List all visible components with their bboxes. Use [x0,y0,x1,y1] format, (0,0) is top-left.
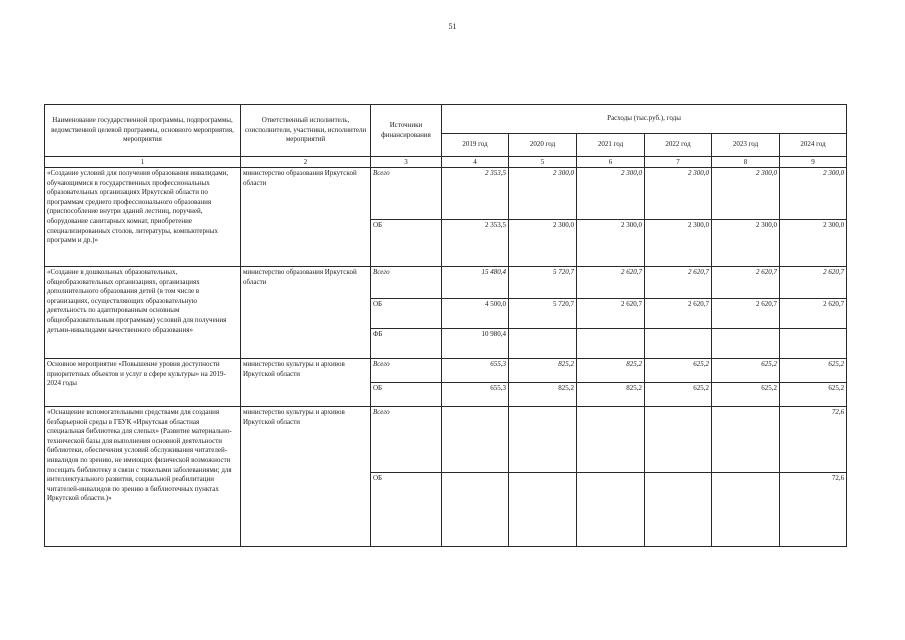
column-number: 7 [645,157,712,168]
table-row [45,359,847,383]
header-source: Источники финансирования [371,105,442,157]
expense-value: 825,2 [577,359,645,383]
header-year: 2021 год [577,134,645,157]
expense-value: 825,2 [577,383,645,407]
funding-source: Всего [371,359,442,383]
expense-value [645,407,712,473]
expense-value: 655,3 [442,359,509,383]
row-executor: министерство культуры и архивов Иркутской области [241,359,371,407]
column-number: 3 [371,157,442,168]
expense-value: 5 720,7 [509,299,577,329]
expense-value [509,473,577,547]
funding-source: ОБ [371,383,442,407]
header-year: 2023 год [712,134,780,157]
expense-value: 2 300,0 [645,220,712,267]
expense-value: 2 620,7 [712,299,780,329]
row-executor: министерство образования Иркутской области [241,168,371,267]
header-name: Наименование государственной программы, подпрограммы, ведомственной целевой программы, основного мероприятия, мероприятия [45,105,241,157]
expense-value: 625,2 [780,383,847,407]
expense-value: 825,2 [509,383,577,407]
funding-source: ОБ [371,473,442,547]
expense-value: 72,6 [780,407,847,473]
expense-value [442,407,509,473]
expense-value: 2 300,0 [780,168,847,220]
funding-source: ОБ [371,299,442,329]
expense-value: 2 300,0 [712,168,780,220]
expense-value: 5 720,7 [509,267,577,299]
expense-value: 2 620,7 [645,299,712,329]
expense-value: 2 300,0 [577,220,645,267]
column-number: 2 [241,157,371,168]
table-row [45,168,847,220]
expense-value: 2 353,5 [442,220,509,267]
header-year: 2024 год [780,134,847,157]
expense-value: 2 620,7 [712,267,780,299]
table-row [45,267,847,299]
expense-value [577,329,645,359]
funding-source: Всего [371,267,442,299]
header-year: 2020 год [509,134,577,157]
expense-value [712,473,780,547]
row-name: «Оснащение вспомогательными средствами для создания безбарьерной среды в ГБУК «Иркутская областная специальная библиотека для слепых» (Развитие материально-технической базы для выполнения основной деятельности библиотеки, обеспечения условий обслуживания читателей-инвалидов по зрению, не имеющих физической возможности посещать библиотеку в связи с тяжелыми заболеваниями; для интеллектуального развития, социальной реабилитации читателей-инвалидов по зрению в библиотечных пунктах Иркутской области.)» [45,407,241,547]
expense-value: 825,2 [509,359,577,383]
expense-value [509,329,577,359]
expense-value: 2 620,7 [577,267,645,299]
expense-value: 2 300,0 [509,220,577,267]
column-number: 4 [442,157,509,168]
expense-value: 2 300,0 [780,220,847,267]
expense-value [577,407,645,473]
expense-value: 625,2 [712,359,780,383]
header-year: 2019 год [442,134,509,157]
expense-value: 10 980,4 [442,329,509,359]
column-number: 6 [577,157,645,168]
expense-value [645,473,712,547]
expense-value: 625,2 [712,383,780,407]
expense-value [645,329,712,359]
expense-value [712,329,780,359]
expense-value: 2 300,0 [509,168,577,220]
expense-value: 2 620,7 [780,267,847,299]
row-executor: министерство образования Иркутской области [241,267,371,359]
expense-value [442,473,509,547]
column-number: 1 [45,157,241,168]
row-executor: министерство культуры и архивов Иркутской области [241,407,371,547]
expense-value: 2 300,0 [577,168,645,220]
column-number: 9 [780,157,847,168]
funding-source: ОБ [371,220,442,267]
row-name: «Создание в дошкольных образовательных, общеобразовательных организациях, организациях дополнительного образования детей (в том числе в организациях, осуществляющих образовательную деятельность по адаптированным основным общеобразовательным программам) условий для получения детьми-инвалидами качественного образования» [45,267,241,359]
expense-value: 655,3 [442,383,509,407]
expense-value: 625,2 [645,359,712,383]
expense-value: 4 500,0 [442,299,509,329]
row-name: «Создание условий для получения образования инвалидами, обучающимися в государственных профессиональных образовательных организациях Иркутской области по программам среднего профессионального образования (приспособление внутри зданий лестниц, поручней, оборудование санитарных комнат, приобретение специализированных столов, литературы, компьютерных программ и др.)» [45,168,241,267]
expense-value [780,329,847,359]
funding-source: Всего [371,168,442,220]
row-name: Основное мероприятие «Повышение уровня доступности приоритетных объектов и услуг в сфере культуры» на 2019-2024 годы [45,359,241,407]
header-executor: Ответственный исполнитель, соисполнители, участники, исполнители мероприятий [241,105,371,157]
funding-source: ФБ [371,329,442,359]
expense-value: 625,2 [645,383,712,407]
funding-source: Всего [371,407,442,473]
expense-value [577,473,645,547]
expense-value: 2 353,5 [442,168,509,220]
header-expenses: Расходы (тыс.руб.), годы [442,105,847,134]
expense-value: 15 480,4 [442,267,509,299]
header-year: 2022 год [645,134,712,157]
budget-table [44,104,847,547]
expense-value: 2 300,0 [712,220,780,267]
expense-value: 2 300,0 [645,168,712,220]
expense-value: 625,2 [780,359,847,383]
page-number: 51 [448,22,457,31]
expense-value [509,407,577,473]
expense-value: 2 620,7 [780,299,847,329]
column-number: 8 [712,157,780,168]
expense-value: 72,6 [780,473,847,547]
expense-value [712,407,780,473]
column-number: 5 [509,157,577,168]
expense-value: 2 620,7 [577,299,645,329]
table-row [45,407,847,473]
expense-value: 2 620,7 [645,267,712,299]
